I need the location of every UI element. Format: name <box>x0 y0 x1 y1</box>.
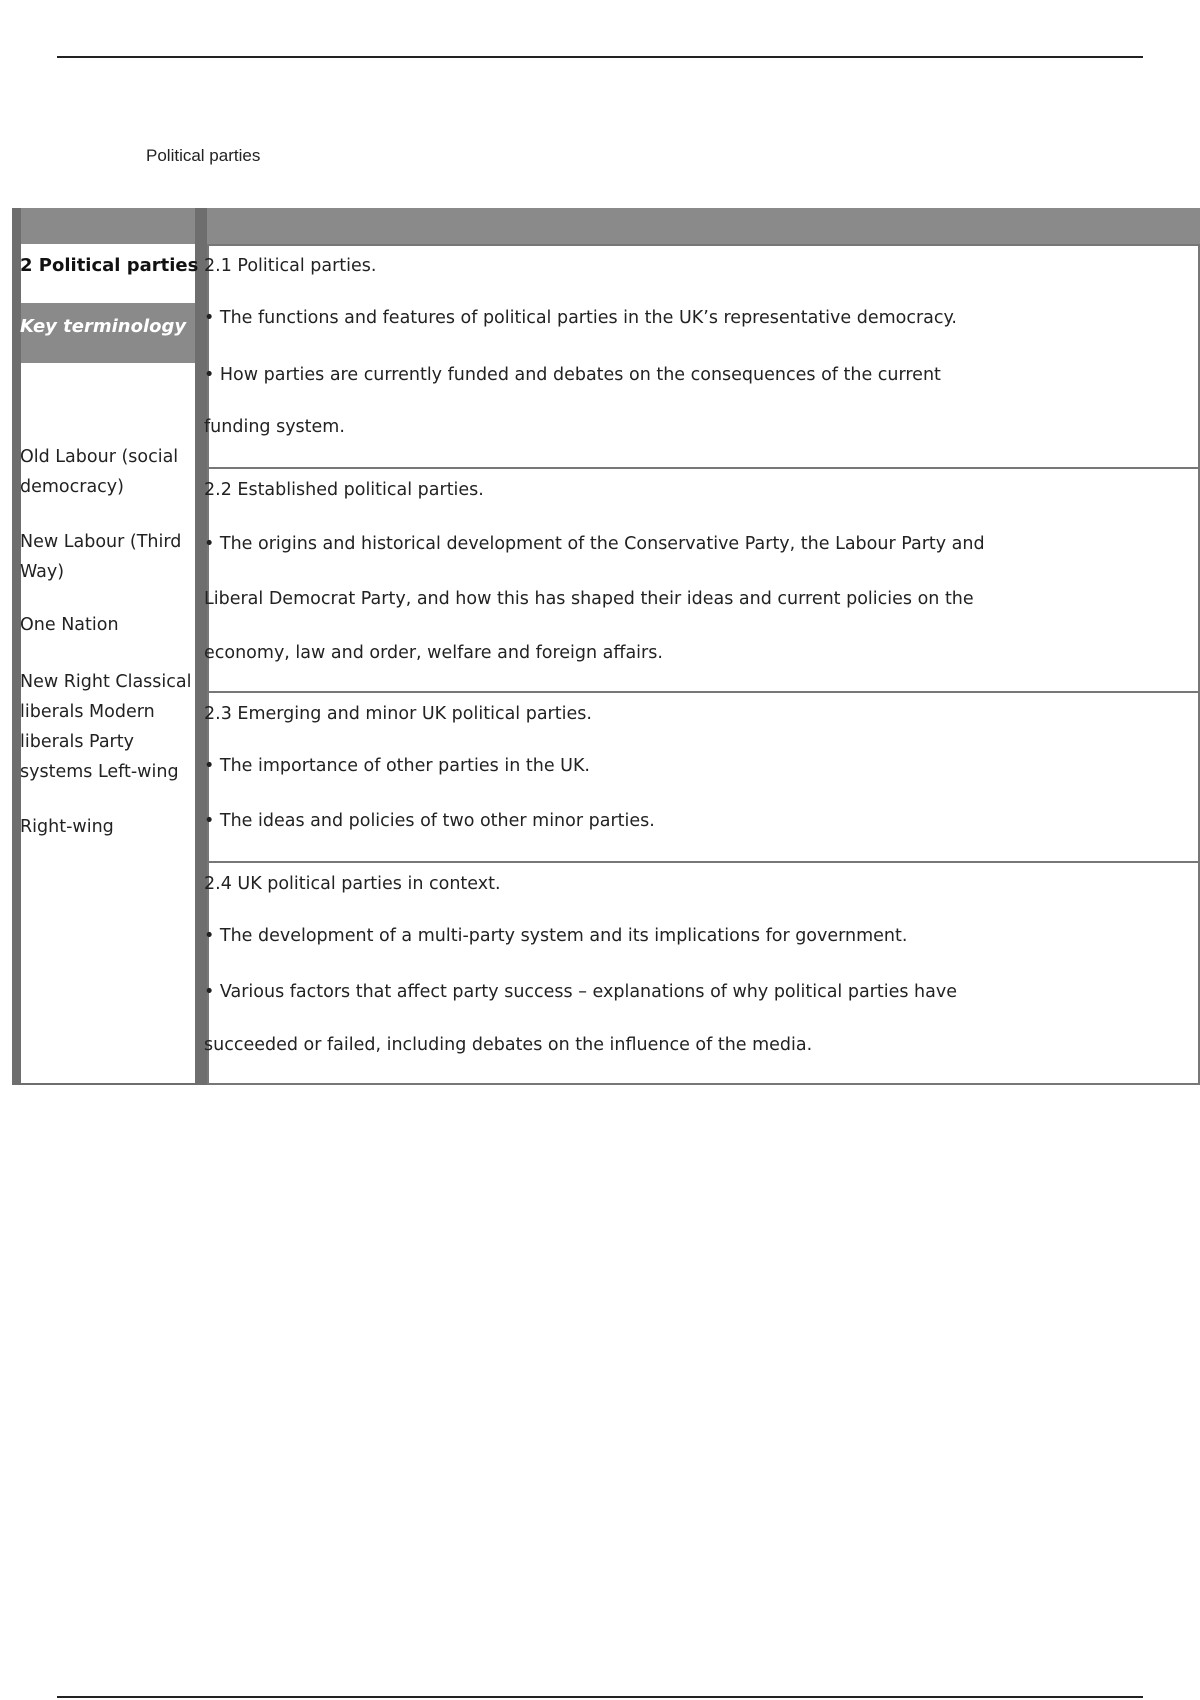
section-heading-2-4: 2.4 UK political parties in context. <box>204 874 501 894</box>
row-divider <box>207 467 1200 469</box>
section-2-3-line: • The ideas and policies of two other minor parties. <box>204 811 655 831</box>
section-2-2-line: economy, law and order, welfare and foreign affairs. <box>204 643 663 663</box>
term-old-labour: Old Labour (social democracy) <box>20 447 179 497</box>
key-terminology-label: Key terminology <box>20 316 187 337</box>
top-rule <box>57 56 1143 58</box>
term-new-labour: New Labour (Third Way) <box>20 532 182 582</box>
section-2-1-line: • The functions and features of political parties in the UK’s representative democracy. <box>204 308 957 328</box>
section-heading-2-3: 2.3 Emerging and minor UK political parties. <box>204 704 592 724</box>
section-2-4-line: • The development of a multi-party system and its implications for government. <box>204 926 908 946</box>
left-column-bottom-border <box>12 1083 207 1085</box>
row-divider <box>207 691 1200 693</box>
section-2-4-line: succeeded or failed, including debates on the influence of the media. <box>204 1035 813 1055</box>
row-divider <box>207 861 1200 863</box>
row-divider <box>207 1083 1200 1085</box>
section-heading-2-1: 2.1 Political parties. <box>204 256 377 276</box>
section-heading-2-2: 2.2 Established political parties. <box>204 480 484 500</box>
section-2-3-line: • The importance of other parties in the UK. <box>204 756 590 776</box>
left-column-border <box>12 208 21 1085</box>
section-2-1-line: • How parties are currently funded and debates on the consequences of the current <box>204 365 941 385</box>
row-divider <box>207 244 1200 246</box>
term-right-wing: Right-wing <box>20 817 114 837</box>
section-2-2-line: Liberal Democrat Party, and how this has shaped their ideas and current policies on the <box>204 589 974 609</box>
section-2-2-line: • The origins and historical development of the Conservative Party, the Labour Party and <box>204 534 985 554</box>
term-new-right-group: New Right Classical liberals Modern liberals Party systems Left-wing <box>20 672 192 782</box>
right-header-bar <box>207 208 1200 244</box>
bottom-rule <box>57 1696 1143 1698</box>
page-header-title: Political parties <box>146 146 261 165</box>
left-header-bar <box>12 208 195 244</box>
unit-title: 2 Political parties <box>20 255 199 276</box>
section-2-4-line: • Various factors that affect party success – explanations of why political parties have <box>204 982 957 1002</box>
section-2-1-line: funding system. <box>204 417 345 437</box>
term-one-nation: One Nation <box>20 615 119 635</box>
